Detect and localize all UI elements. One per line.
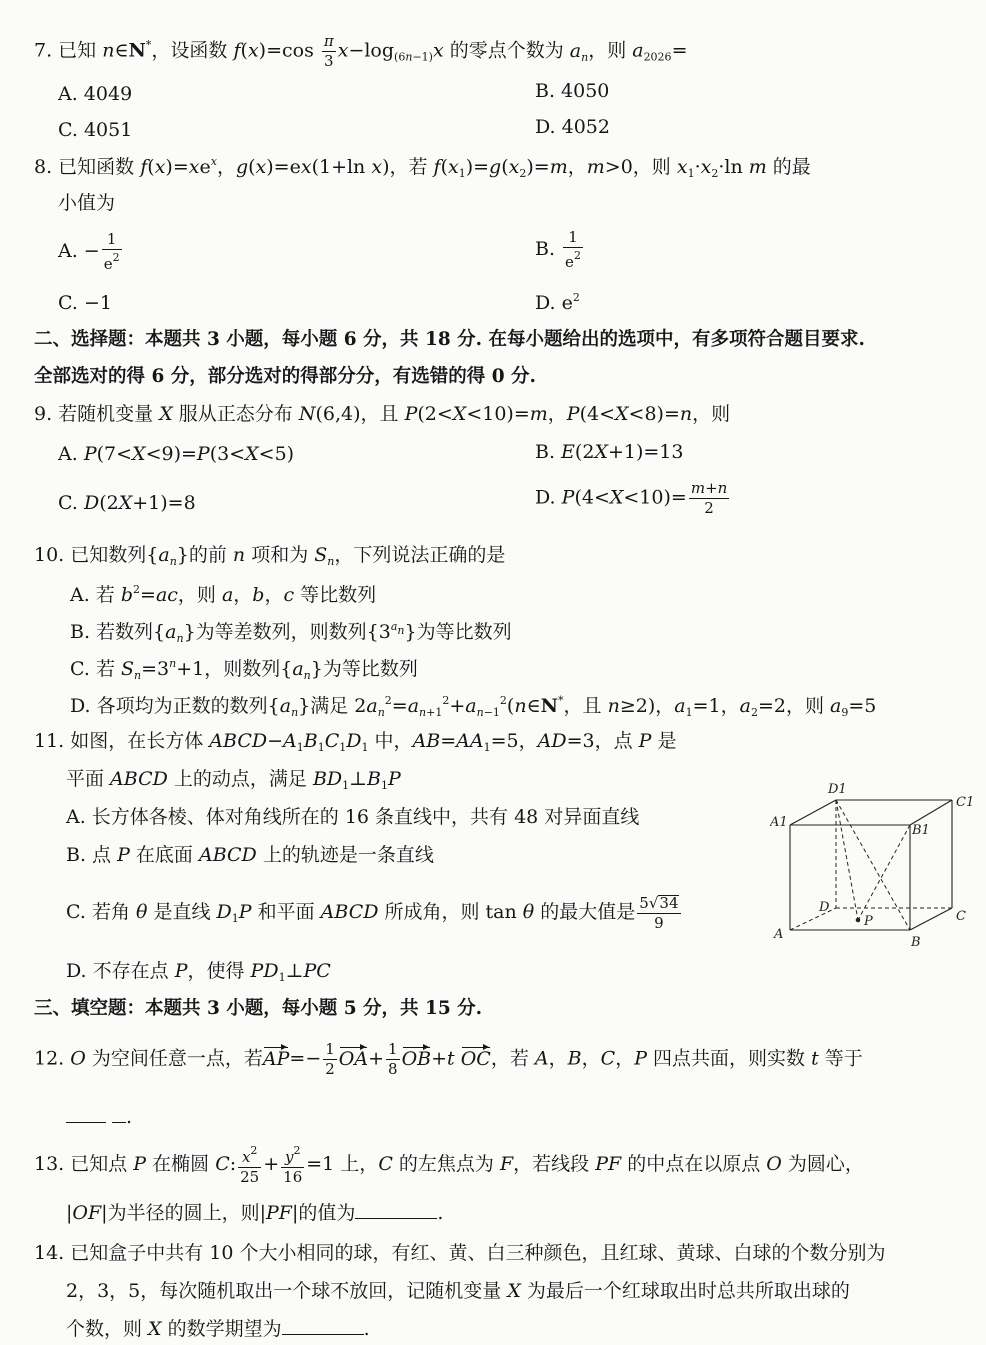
q7-option-a: A. 4049 [58, 83, 133, 105]
edge-b1c1 [910, 800, 952, 825]
q9-option-b: B. E(2X+1)=13 [535, 441, 684, 463]
diagonal-bd1 [836, 800, 910, 930]
q8-option-c: C. −1 [58, 292, 112, 314]
question-13-stem-line1: 13. 已知点 P 在椭圆 C: $\frac{x^2}{25}$ + $\frac{y^2}{16}$ =1 上，C 的左焦点为 F，若线段 PF 的中点在以原点 O 为圆心， [34, 1144, 864, 1186]
q13-answer-blank[interactable] [355, 1204, 437, 1219]
q8-option-b: B. $\frac{1}{e^2}$ [535, 228, 581, 271]
q11-option-d: D. 不存在点 P，使得 $PD_1\perp PC$ [66, 960, 331, 984]
question-14-stem-line1: 14. 已知盒子中共有 10 个大小相同的球，有红、黄、白三种颜色，且红球、黄球、白球的个数分别为 [34, 1242, 886, 1264]
q9-option-d: D. P(4<X<10)= $\frac{m+n}{2}$ [535, 479, 728, 517]
question-13-stem-line2: |OF|为半径的圆上，则|PF|的值为 . [66, 1202, 444, 1224]
q11-option-b: B. 点 P 在底面 ABCD 上的轨迹是一条直线 [66, 844, 434, 866]
q10-option-a: A. 若 $b^2=ac$，则 a，b，c 等比数列 [70, 583, 377, 606]
q8-option-a: A. − $\frac{1}{e^2}$ [58, 230, 120, 273]
q11-option-a: A. 长方体各棱、体对角线所在的 16 条直线中，共有 48 对异面直线 [66, 806, 640, 828]
cuboid-figure [770, 780, 980, 950]
label-d: D [819, 900, 830, 915]
question-10-stem: 10. 已知数列$\{a_n\}$的前 n 项和为 $S_n$，下列说法正确的是 [34, 544, 506, 568]
question-8-stem-line1: 8. 已知函数 $f(x)=xe^x$，g(x)=ex(1+ln x)，若 $f(x_1)=g(x_2)=m$，m>0，则 $x_1\cdot x_2\cdot\ln$ m 的最 [34, 155, 811, 180]
question-14-stem-line3: 个数，则 X 的数学期望为 . [66, 1318, 370, 1340]
label-a: A [774, 927, 784, 942]
label-b1: B1 [912, 823, 930, 838]
section-two-scoring-rule: 全部选对的得 6 分，部分选对的得部分分，有选错的得 0 分. [34, 366, 536, 387]
q10-option-c: C. 若 $S_n=3^n+1$，则数列$\{a_n\}$为等比数列 [70, 657, 418, 682]
q10-option-d: D. 各项均为正数的数列$\{a_n\}$满足 $2a_n^2=a_{n+1}^2+a_{n-1}^2(n\in N^*$，且 n≥2)，$a_1=1$，$a_2=2$，则 $a_9=5$ [70, 694, 877, 719]
question-14-stem-line2: 2，3，5，每次随机取出一个球不放回，记随机变量 X 为最后一个红球取出时总共所取出球的 [66, 1280, 850, 1302]
question-7-stem: 7. 已知 n∈N*，设函数 f(x)=cos $\frac{\pi}{3}$ $x-\log_{(6n-1)}x$ 的零点个数为 $a_n$，则 $a_{2026}=$ [34, 32, 688, 70]
question-12-stem: 12. O 为空间任意一点，若AP=− $\frac{1}{2}$ OA+ $\frac{1}{8}$ OB+t OC，若 A，B，C，P 四点共面，则实数 t 等于 [34, 1040, 863, 1078]
point-p [856, 918, 861, 923]
label-a1: A1 [770, 815, 788, 830]
edge-bc [910, 908, 952, 930]
label-p: P [864, 914, 873, 929]
q9-option-c: C. D(2X+1)=8 [58, 492, 196, 514]
q14-answer-blank[interactable] [282, 1320, 364, 1335]
label-c1: C1 [956, 795, 975, 810]
edge-a1d1 [790, 800, 836, 825]
section-two-heading: 二、选择题：本题共 3 小题，每小题 6 分，共 18 分. 在每小题给出的选项中，有多项符合题目要求. [34, 329, 865, 350]
question-8-stem-line2: 小值为 [58, 192, 116, 214]
label-c: C [956, 909, 966, 924]
q7-option-d: D. 4052 [535, 116, 610, 138]
q9-option-a: A. P(7<X<9)=P(3<X<5) [58, 443, 295, 465]
question-11-stem-line2: 平面 ABCD 上的动点，满足 $BD_1\perp B_1P$ [66, 768, 401, 792]
q7-option-c: C. 4051 [58, 119, 133, 141]
section-three-heading: 三、填空题：本题共 3 小题，每小题 5 分，共 15 分. [34, 998, 483, 1019]
question-9-stem: 9. 若随机变量 X 服从正态分布 N(6,4)，且 P(2<X<10)=m，P(4<X<8)=n，则 [34, 403, 731, 425]
q12-answer-blank[interactable]: . [66, 1108, 132, 1127]
segment-d1p [836, 800, 858, 920]
q8-option-d: D. $e^2$ [535, 291, 580, 314]
label-d1: D1 [828, 782, 847, 797]
question-11-stem-line1: 11. 如图，在长方体 $ABCD-A_1B_1C_1D_1$ 中，$AB=AA_1=5$，AD=3，点 P 是 [34, 730, 677, 754]
segment-b1p [858, 825, 910, 920]
q10-option-b: B. 若数列$\{a_n\}$为等差数列，则数列$\{3^{a_n}\}$为等比数列 [70, 620, 512, 645]
q7-option-b: B. 4050 [535, 80, 610, 102]
q11-option-c: C. 若角 θ 是直线 $D_1P$ 和平面 ABCD 所成角，则 tan θ 的最大值是 $\frac{5√34}{9}$ [66, 894, 679, 932]
label-b: B [911, 935, 921, 950]
